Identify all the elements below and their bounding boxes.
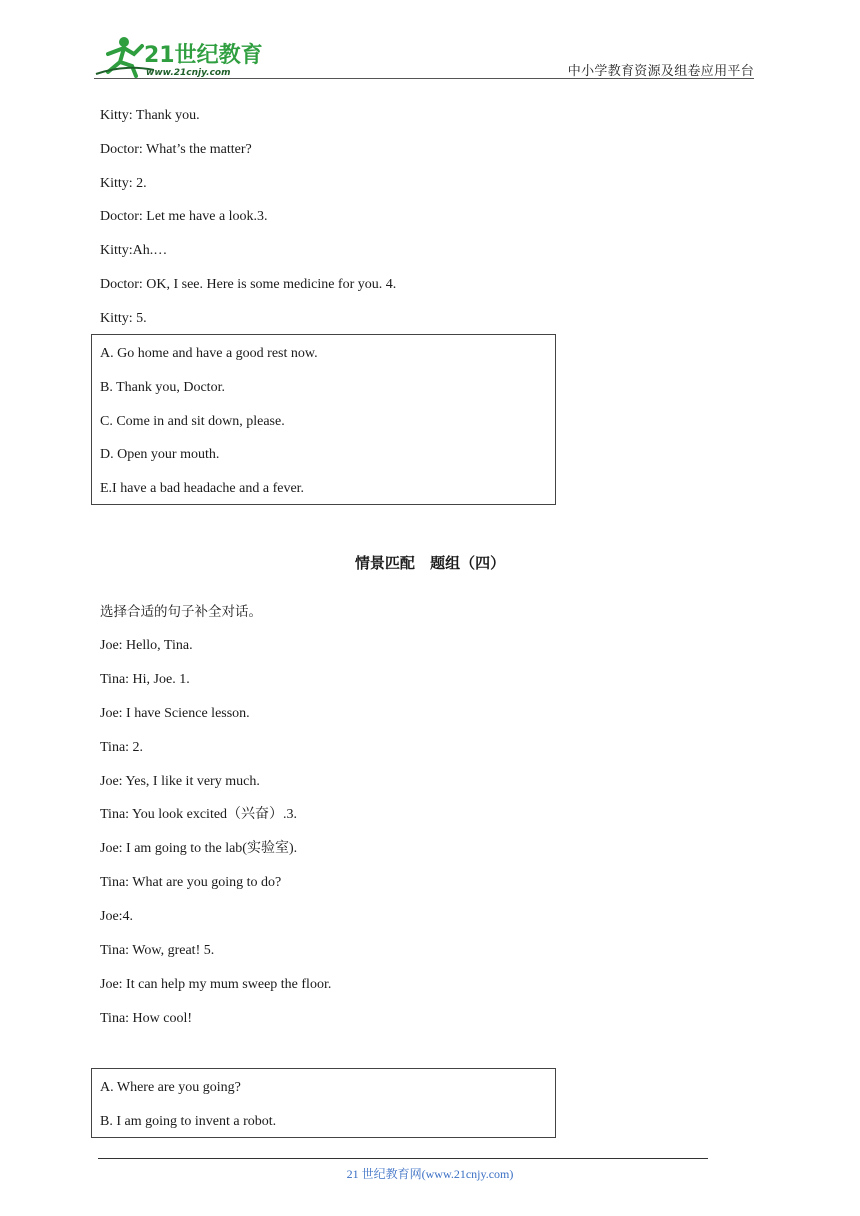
dialogue-line: Tina: What are you going to do? — [100, 875, 282, 890]
footer-divider — [98, 1158, 708, 1159]
dialogue-line: Joe: Yes, I like it very much. — [100, 774, 260, 789]
site-logo — [94, 34, 264, 80]
options-box — [91, 334, 556, 505]
dialogue-line: Tina: 2. — [100, 740, 144, 755]
option-b: B. Thank you, Doctor. — [100, 380, 225, 395]
option-d: D. Open your mouth. — [100, 447, 220, 462]
option-e: E.I have a bad headache and a fever. — [100, 481, 305, 496]
dialogue-line: Tina: Hi, Joe. 1. — [100, 672, 190, 687]
dialogue-line: Joe:4. — [100, 909, 134, 924]
option-b: B. I am going to invent a robot. — [100, 1114, 277, 1129]
option-a: A. Where are you going? — [100, 1080, 241, 1095]
dialogue-line: Doctor: OK, I see. Here is some medicine for you. 4. — [100, 277, 397, 292]
dialogue-line: Joe: I have Science lesson. — [100, 706, 250, 721]
dialogue-line: Tina: You look excited（兴奋）.3. — [100, 807, 298, 822]
dialogue-line: Kitty: 5. — [100, 311, 147, 326]
dialogue-line: Kitty: Thank you. — [100, 108, 200, 123]
dialogue-line: Doctor: What’s the matter? — [100, 142, 252, 157]
dialogue-line: Joe: Hello, Tina. — [100, 638, 193, 653]
instruction-text: 选择合适的句子补全对话。 — [100, 604, 262, 620]
logo-url: www.21cnjy.com — [146, 68, 231, 78]
dialogue-line: Joe: I am going to the lab(实验室). — [100, 841, 298, 856]
header-platform-text: 中小学教育资源及组卷应用平台 — [567, 64, 754, 79]
option-c: C. Come in and sit down, please. — [100, 414, 285, 429]
dialogue-line: Tina: How cool! — [100, 1011, 193, 1026]
footer-link[interactable]: 21 世纪教育网(www.21cnjy.com) — [346, 1167, 514, 1181]
runner-logo-icon — [94, 34, 264, 80]
dialogue-line: Doctor: Let me have a look.3. — [100, 209, 268, 224]
dialogue-line: Joe: It can help my mum sweep the floor. — [100, 977, 332, 992]
option-a: A. Go home and have a good rest now. — [100, 346, 318, 361]
section-title: 情景匹配 题组（四） — [354, 554, 506, 572]
logo-text: 21世纪教育 — [144, 43, 263, 68]
header-divider — [94, 78, 754, 79]
dialogue-line: Tina: Wow, great! 5. — [100, 943, 215, 958]
dialogue-line: Kitty:Ah.… — [100, 243, 168, 258]
dialogue-line: Kitty: 2. — [100, 176, 147, 191]
options-box — [91, 1068, 556, 1138]
